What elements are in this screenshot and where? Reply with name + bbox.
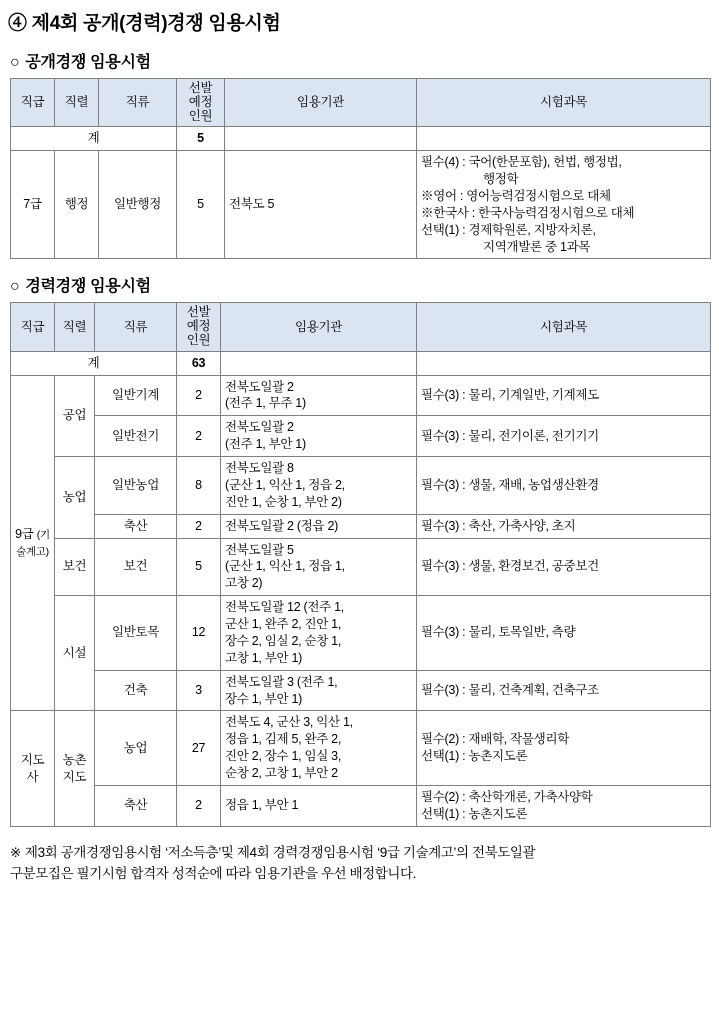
cell-series: 공업 <box>55 375 95 457</box>
total-count: 5 <box>177 127 225 151</box>
agency-line: (군산 1, 익산 1, 정읍 1, <box>225 559 345 574</box>
col-class: 직류 <box>99 79 177 127</box>
agency-line: 전북도 4, 군산 3, 익산 1, <box>225 715 353 730</box>
agency-line: 전북도일괄 12 (전주 1, <box>225 600 344 615</box>
cell-count: 8 <box>177 457 221 515</box>
cell-count: 2 <box>177 785 221 826</box>
agency-line: 진안 2, 장수 1, 임실 3, <box>225 749 341 764</box>
table-row <box>11 514 711 538</box>
cell-grade <box>11 375 55 711</box>
cell-grade: 7급 <box>11 151 55 259</box>
cell-class: 일반토목 <box>95 596 177 671</box>
cell-agency <box>221 711 417 786</box>
cell-series: 시설 <box>55 596 95 711</box>
cell-agency <box>221 457 417 515</box>
col-class: 직류 <box>95 303 177 351</box>
agency-line: 장수 2, 임실 2, 순창 1, <box>225 633 341 648</box>
total-label: 계 <box>11 351 177 375</box>
cell-count: 2 <box>177 514 221 538</box>
cell-class: 건축 <box>95 670 177 711</box>
bullet-icon: ○ <box>10 278 20 296</box>
cell-series: 보건 <box>55 538 95 596</box>
bullet-icon: ○ <box>10 54 20 71</box>
cell-agency <box>221 670 417 711</box>
cell-subjects: 필수(3) : 축산, 가축사양, 초지 <box>417 514 711 538</box>
cell-count: 27 <box>177 711 221 786</box>
total-subjects <box>417 127 711 151</box>
cell-class: 보건 <box>95 538 177 596</box>
agency-line: 전북도일괄 8 <box>225 461 294 475</box>
table-row <box>11 375 711 416</box>
agency-line: (군산 1, 익산 1, 정읍 2, <box>225 477 345 492</box>
cell-subjects <box>417 711 711 786</box>
table-header-row <box>11 303 711 351</box>
subject-line: 필수(4) : 국어(한문포함), 헌법, 행정법, <box>421 155 622 170</box>
agency-line: 장수 1, 부안 1) <box>225 691 302 706</box>
cell-count: 12 <box>177 596 221 671</box>
table-row <box>11 670 711 711</box>
agency-line: 전북도일괄 2 <box>225 420 294 435</box>
col-grade: 직급 <box>11 79 55 127</box>
total-subjects <box>417 351 711 375</box>
agency-line: (전주 1, 부안 1) <box>225 437 306 452</box>
footer-line-1: 제3회 공개경쟁임용시험 ‘저소득층’및 제4회 경력경쟁임용시험 ‘9급 기술계고’의 전북도일괄 <box>24 844 536 860</box>
subject-line: 선택(1) : 경제학원론, 지방자치론, <box>421 222 596 237</box>
col-subjects: 시험과목 <box>417 79 711 127</box>
section-title-open-competition <box>10 49 719 72</box>
cell-count: 3 <box>177 670 221 711</box>
cell-subjects: 필수(3) : 물리, 건축계획, 건축구조 <box>417 670 711 711</box>
col-series: 직렬 <box>55 303 95 351</box>
col-agency: 임용기관 <box>225 79 417 127</box>
total-label: 계 <box>11 127 177 151</box>
cell-agency: 전북도일괄 2 (정읍 2) <box>221 514 417 538</box>
total-count: 63 <box>177 351 221 375</box>
subject-line: 필수(3) : 물리, 기계일반, 기계제도 <box>421 387 599 402</box>
table-row <box>11 785 711 826</box>
cell-agency: 전북도 5 <box>225 151 417 259</box>
cell-class: 농업 <box>95 711 177 786</box>
table-row <box>11 711 711 786</box>
subject-line: ※영어 : 영어능력검정시험으로 대체 <box>421 188 611 203</box>
document-page <box>0 8 719 1027</box>
col-agency: 임용기관 <box>221 303 417 351</box>
agency-line: (전주 1, 무주 1) <box>225 396 306 411</box>
agency-line: 전북도일괄 3 (전주 1, <box>225 674 338 689</box>
subject-line: 선택(1) : 농촌지도론 <box>421 749 528 764</box>
subject-line: 필수(2) : 재배학, 작물생리학 <box>421 732 569 747</box>
subject-line: 지역개발론 중 1과목 <box>483 239 591 254</box>
page-title: ④ 제4회 공개(경력)경쟁 임용시험 <box>8 13 281 34</box>
subject-line: 선택(1) : 농촌지도론 <box>421 806 528 821</box>
cell-agency <box>221 375 417 416</box>
agency-line: 고창 1, 부안 1) <box>225 650 302 665</box>
cell-series: 농업 <box>55 457 95 539</box>
agency-line: 고창 2) <box>225 576 263 591</box>
cell-subjects: 필수(3) : 생물, 환경보건, 공중보건 <box>417 538 711 596</box>
cell-subjects <box>417 416 711 457</box>
cell-subjects: 필수(3) : 물리, 토목일반, 측량 <box>417 596 711 671</box>
total-agency <box>225 127 417 151</box>
cell-class: 일반행정 <box>99 151 177 259</box>
cell-count: 5 <box>177 538 221 596</box>
footer-line-2: 구분모집은 필기시험 합격자 성적순에 따라 임용기관을 우선 배정합니다. <box>10 865 417 881</box>
cell-subjects <box>417 457 711 515</box>
agency-line: 순창 2, 고창 1, 부안 2 <box>225 766 338 780</box>
col-subjects: 시험과목 <box>417 303 711 351</box>
cell-agency <box>221 538 417 596</box>
table-row-total <box>11 351 711 375</box>
table-career-competition <box>10 302 711 826</box>
cell-class: 일반농업 <box>95 457 177 515</box>
grade-subtext: (기술계고) <box>16 529 50 558</box>
cell-count: 5 <box>177 151 225 259</box>
agency-line: 정읍 1, 김제 5, 완주 2, <box>225 732 341 747</box>
section-title-text: 공개경쟁 임용시험 <box>25 54 151 71</box>
col-series: 직렬 <box>55 79 99 127</box>
subject-line: 행정학 <box>483 172 519 186</box>
agency-line: 전북도일괄 2 <box>225 379 294 394</box>
col-count: 선발 예정 인원 <box>177 303 221 351</box>
subject-line: 필수(3) : 생물, 재배, 농업생산환경 <box>421 477 599 492</box>
agency-line: 진안 1, 순창 1, 부안 2) <box>225 494 342 509</box>
table-header-row <box>11 79 711 127</box>
cell-class: 일반전기 <box>95 416 177 457</box>
cell-count: 2 <box>177 375 221 416</box>
section-title-career-competition <box>10 273 719 296</box>
cell-class: 일반기계 <box>95 375 177 416</box>
table-row <box>11 538 711 596</box>
cell-agency <box>221 416 417 457</box>
cell-subjects <box>417 375 711 416</box>
cell-class: 축산 <box>95 785 177 826</box>
table-row <box>11 151 711 259</box>
cell-series: 농촌 지도 <box>55 711 95 826</box>
table-open-competition <box>10 78 711 259</box>
cell-grade: 지도사 <box>11 711 55 826</box>
table-row <box>11 457 711 515</box>
total-agency <box>221 351 417 375</box>
table-row-total <box>11 127 711 151</box>
cell-agency: 정읍 1, 부안 1 <box>221 785 417 826</box>
table-row <box>11 416 711 457</box>
cell-count: 2 <box>177 416 221 457</box>
footer-note <box>10 843 709 885</box>
section-title-text: 경력경쟁 임용시험 <box>25 278 151 296</box>
agency-line: 전북도일괄 5 <box>225 542 294 557</box>
col-grade: 직급 <box>11 303 55 351</box>
subject-line: 필수(3) : 물리, 전기이론, 전기기기 <box>421 428 599 443</box>
cell-series: 행정 <box>55 151 99 259</box>
subject-line: ※한국사 : 한국사능력검정시험으로 대체 <box>421 205 635 220</box>
subject-line: 필수(2) : 축산학개론, 가축사양학 <box>421 789 593 804</box>
cell-class: 축산 <box>95 514 177 538</box>
table-row <box>11 596 711 671</box>
cell-subjects <box>417 151 711 259</box>
grade-text: 9급 <box>15 527 34 542</box>
cell-subjects <box>417 785 711 826</box>
agency-line: 군산 1, 완주 2, 진안 1, <box>225 617 341 631</box>
col-count: 선발 예정 인원 <box>177 79 225 127</box>
cell-agency <box>221 596 417 671</box>
asterisk-icon: ※ <box>10 844 21 860</box>
